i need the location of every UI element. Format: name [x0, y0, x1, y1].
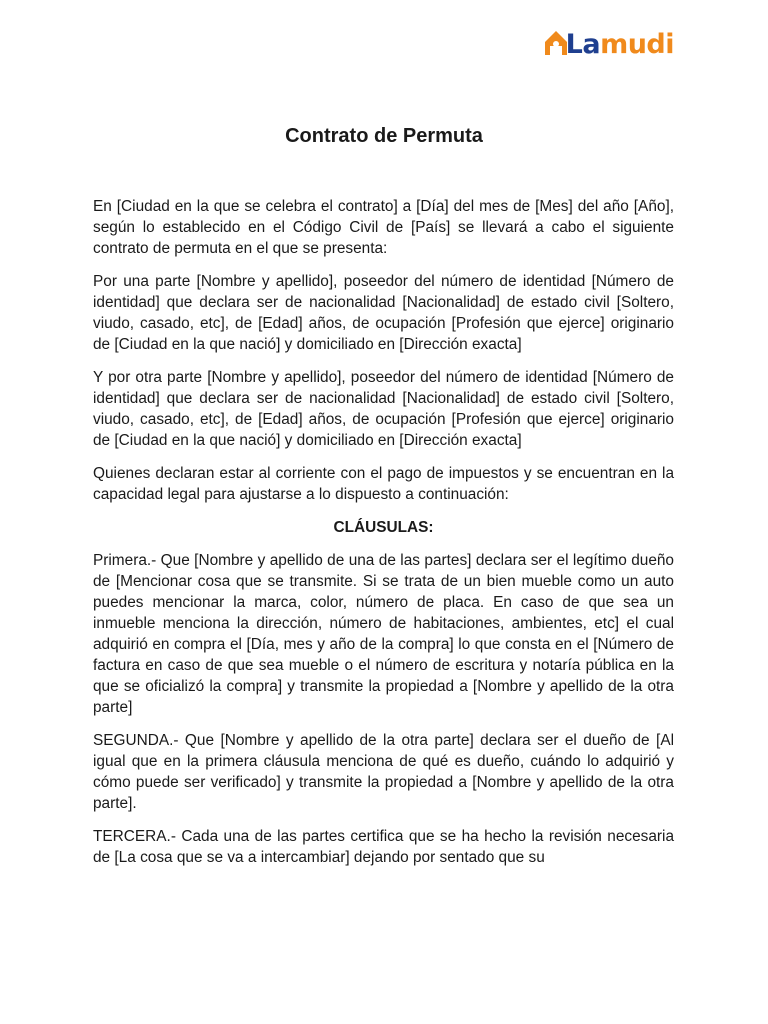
clause-third: TERCERA.- Cada una de las partes certifica que se ha hecho la revisión necesaria de [La cosa que se va a intercambiar] dejando por sentado que su	[93, 828, 674, 866]
clause-second: SEGUNDA.- Que [Nombre y apellido de la otra parte] declara ser el dueño de [Al igual que en la primera cláusula menciona de qué es dueño, cuándo lo adquirió y cómo puede ser verificado] y transmite la propiedad a [Nombre y apellido de la otra parte].	[93, 732, 674, 812]
logo-wordmark	[566, 28, 674, 62]
paragraph-party-two: Y por otra parte [Nombre y apellido], poseedor del número de identidad [Número de identidad] que declara ser de nacionalidad [Nacionalidad] de estado civil [Soltero, viudo, casado, etc], de [Edad] años, de ocupación [Profesión que ejerce] originario de [Ciudad en la que nació] y domiciliado en [Dirección exacta]	[93, 369, 674, 449]
document-title: Contrato de Permuta	[285, 125, 483, 147]
clauses-heading: CLÁUSULAS:	[333, 519, 434, 536]
paragraph-declaration: Quienes declaran estar al corriente con el pago de impuestos y se encuentran en la capacidad legal para ajustarse a lo dispuesto a continuación:	[93, 465, 674, 503]
paragraph-intro: En [Ciudad en la que se celebra el contrato] a [Día] del mes de [Mes] del año [Año], según lo establecido en el Código Civil de [País] se llevará a cabo el siguiente contrato de permuta en el que se presenta:	[93, 198, 674, 257]
logo-text-mudi: mudi	[600, 29, 674, 60]
paragraph-party-one: Por una parte [Nombre y apellido], poseedor del número de identidad [Número de identidad] que declara ser de nacionalidad [Nacionalidad] de estado civil [Soltero, viudo, casado, etc], de [Edad] años, de ocupación [Profesión que ejerce] originario de [Ciudad en la que nació] y domiciliado en [Dirección exacta]	[93, 273, 674, 353]
document-body	[93, 196, 674, 880]
logo-text-la: La	[565, 29, 601, 60]
clause-first: Primera.- Que [Nombre y apellido de una de las partes] declara ser el legítimo dueño de [Mencionar cosa que se transmite. Si se trata de un bien mueble como un auto puedes mencionar la marca, color, número de placa. En caso de que sea un inmueble menciona la dirección, número de habitaciones, ambientes, etc] el cual adquirió en compra el [Día, mes y año de la compra] lo que consta en el [Número de factura en caso de que sea mueble o el número de escritura y notaría pública en la que se oficializó la compra] y transmite la propiedad a [Nombre y apellido de la otra parte]	[93, 552, 674, 716]
lamudi-logo	[542, 28, 674, 62]
